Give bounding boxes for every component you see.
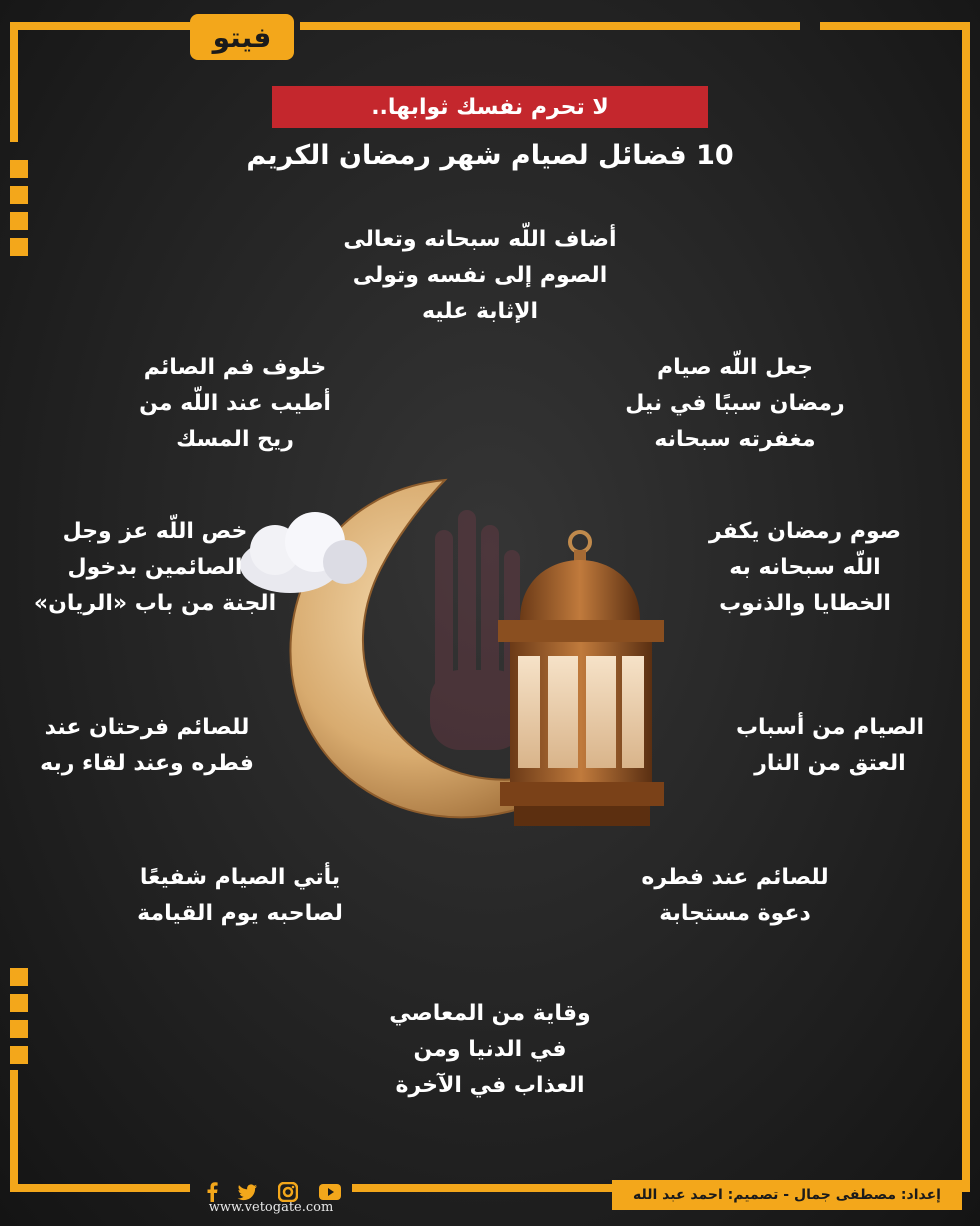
logo-text: فيتو bbox=[212, 20, 272, 54]
fact-line: اللّه سبحانه به bbox=[729, 555, 881, 580]
fact-1 bbox=[330, 222, 630, 330]
fact-line: فطره وعند لقاء ربه bbox=[40, 751, 254, 776]
fact-line: الصوم إلى نفسه وتولى bbox=[352, 263, 608, 288]
fact-line: دعوة مستجابة bbox=[659, 901, 811, 926]
fact-2 bbox=[610, 350, 860, 458]
fact-line: الصائمين بدخول bbox=[67, 555, 243, 580]
fact-3 bbox=[120, 350, 350, 458]
fact-10 bbox=[360, 996, 620, 1104]
frame-square bbox=[10, 968, 28, 986]
frame-square bbox=[10, 994, 28, 1012]
page-title: 10 فضائل لصيام شهر رمضان الكريم bbox=[246, 140, 734, 171]
frame-square bbox=[10, 160, 28, 178]
frame-square bbox=[10, 1020, 28, 1038]
frame-square bbox=[10, 1046, 28, 1064]
fact-line: يأتي الصيام شفيعًا bbox=[139, 865, 341, 890]
frame-border bbox=[962, 22, 970, 1192]
frame-border bbox=[10, 1184, 190, 1192]
fact-4 bbox=[690, 514, 920, 622]
fact-line: الصيام من أسباب bbox=[735, 715, 925, 740]
fact-9 bbox=[110, 860, 370, 932]
frame-border bbox=[10, 22, 18, 142]
fact-line: لصاحبه يوم القيامة bbox=[137, 901, 343, 926]
credit-bar bbox=[612, 1180, 962, 1210]
fact-line: أطيب عند اللّه من bbox=[139, 391, 331, 416]
fact-line: صوم رمضان يكفر bbox=[708, 519, 902, 544]
frame-square bbox=[10, 238, 28, 256]
fact-line: مغفرته سبحانه bbox=[654, 427, 816, 452]
fact-5 bbox=[30, 514, 280, 622]
website-url[interactable]: www.vetogate.com bbox=[208, 1200, 334, 1215]
fact-line: ريح المسك bbox=[176, 427, 294, 452]
frame-border bbox=[300, 22, 800, 30]
frame-border bbox=[820, 22, 970, 30]
fact-line: خص اللّه عز وجل bbox=[62, 519, 248, 544]
lantern-icon bbox=[498, 532, 664, 826]
fact-line: الخطايا والذنوب bbox=[719, 591, 891, 616]
fact-line: جعل اللّه صيام bbox=[657, 355, 813, 380]
fact-line: الإثابة عليه bbox=[421, 299, 539, 324]
crescent-lantern-illustration bbox=[230, 470, 680, 840]
fact-line: أضاف اللّه سبحانه وتعالى bbox=[343, 227, 617, 252]
frame-square bbox=[10, 212, 28, 230]
frame-border bbox=[352, 1184, 612, 1192]
fact-8 bbox=[620, 860, 850, 932]
fact-line: خلوف فم الصائم bbox=[143, 355, 327, 380]
fact-6 bbox=[710, 710, 950, 782]
fact-7 bbox=[22, 710, 272, 782]
fact-line: وقاية من المعاصي bbox=[389, 1001, 591, 1026]
frame-square bbox=[10, 186, 28, 204]
fact-line: في الدنيا ومن bbox=[413, 1037, 567, 1062]
fact-line: رمضان سببًا في نيل bbox=[625, 391, 845, 416]
fact-line: العذاب في الآخرة bbox=[395, 1073, 585, 1098]
logo bbox=[190, 14, 294, 60]
banner-text: لا تحرم نفسك ثوابها.. bbox=[371, 94, 609, 120]
fact-line: العتق من النار bbox=[754, 751, 906, 776]
frame-border bbox=[10, 22, 190, 30]
header-banner bbox=[272, 86, 708, 128]
fact-line: الجنة من باب «الريان» bbox=[33, 591, 277, 616]
fact-line: للصائم فرحتان عند bbox=[44, 715, 250, 740]
frame-border bbox=[10, 1070, 18, 1192]
credit-text: إعداد: مصطفى جمال - تصميم: احمد عبد الله bbox=[633, 1187, 941, 1203]
fact-line: للصائم عند فطره bbox=[641, 865, 829, 890]
